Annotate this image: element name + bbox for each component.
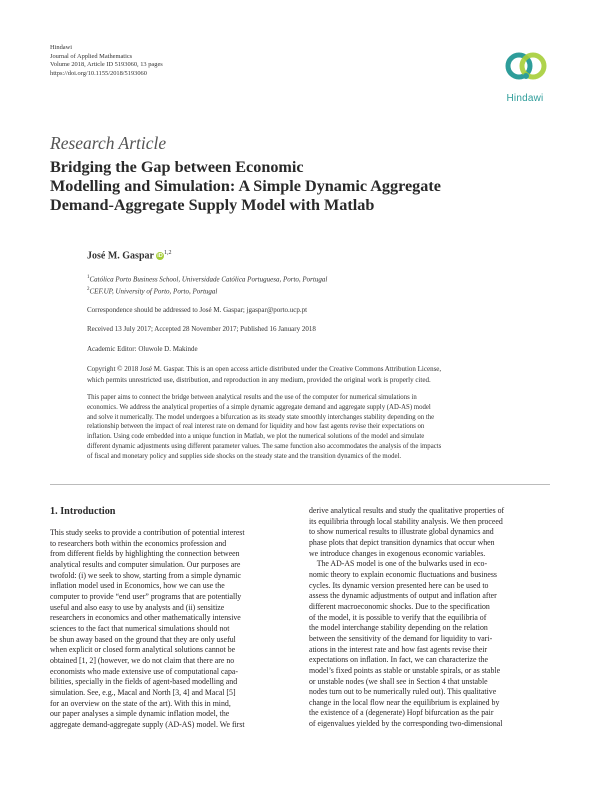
affiliation-text: Católica Porto Business School, Universidade Católica Portuguesa, Porto, Portugal: [89, 275, 328, 284]
body-line: different macroeconomic shocks. Due to the specification: [309, 601, 490, 611]
body-line: useful and also easy to use by analysts and (ii) sensitize: [50, 602, 225, 612]
body-column-left: [50, 528, 292, 730]
body-line: change in the local flow near the equilibrium is explained by: [309, 697, 500, 707]
body-line: be shun away based on the ground that they are only useful: [50, 634, 236, 644]
author-line: [87, 250, 171, 261]
body-line: inflation model used in Economics, how we can use the: [50, 581, 225, 591]
body-line: aggregate demand-aggregate supply (AD-AS) model. We first: [50, 719, 245, 729]
body-line: derive analytical results and study the qualitative properties of: [309, 506, 505, 515]
body-line: The AD-AS model is one of the bulwarks used in eco-: [309, 559, 488, 569]
copyright-line: Copyright © 2018 José M. Gaspar. This is an open access article distributed under the Creative Commons Attribution License,: [87, 365, 442, 373]
affiliation-text: CEF.UP, University of Porto, Porto, Portugal: [89, 287, 218, 296]
body-line: between the sensitivity of the demand for liquidity to vari-: [309, 633, 493, 643]
body-line: This study seeks to provide a contribution of potential interest: [50, 528, 245, 537]
abstract-line: and solve it numerically. The model undergoes a bifurcation as its steady state smoothly interchanges stability depending on the: [87, 413, 435, 421]
body-line: or unstable nodes (we shall see in Section 4 that unstable: [309, 676, 488, 686]
body-line: the existence of a (degenerate) Hopf bifurcation as the pair: [309, 708, 494, 718]
body-line: to researchers both within the economics profession and: [50, 538, 227, 548]
author-name: José M. Gaspar: [87, 250, 154, 262]
article-dates: Received 13 July 2017; Accepted 28 November 2017; Published 16 January 2018: [87, 325, 316, 333]
title-line: Demand-Aggregate Supply Model with Matlab: [50, 196, 375, 215]
abstract-line: of fiscal and monetary policy and supplies side shocks on the steady state and the transition dynamics of the model.: [87, 452, 402, 460]
body-line: for an overview on the state of the art). With this in mind,: [50, 698, 231, 708]
body-line: of the model, it is possible to verify that the equilibria of: [309, 612, 487, 622]
body-line: bilities, specially in the fields of agent-based modelling and: [50, 677, 238, 687]
body-line: assess the dynamic adjustments of output and inflation after: [309, 591, 497, 601]
body-line: expectations on inflation. In fact, we can characterize the: [309, 655, 489, 665]
affiliation-item: [87, 273, 327, 285]
doi-link[interactable]: https://doi.org/10.1155/2018/5193060: [50, 69, 147, 77]
body-line: obtained [1, 2] (however, we do not claim that there are no: [50, 655, 235, 665]
body-line: from different fields by highlighting the connection between: [50, 549, 240, 559]
author-affiliation-marks: 1,2: [163, 250, 172, 256]
body-line: cycles. Its dynamic version presented here can be used to: [309, 580, 489, 590]
orcid-icon[interactable]: iD: [157, 253, 163, 260]
journal-name: Journal of Applied Mathematics: [50, 52, 133, 60]
journal-meta: [50, 44, 163, 78]
body-line: the model interchange stability depending on the relation: [309, 623, 488, 633]
publisher-name: Hindawi: [50, 44, 73, 51]
abstract-line: inflation. Using code embedded into a unique function in Matlab, we plot the numerical solutions of the model and simulate: [87, 433, 425, 440]
abstract: [87, 393, 551, 461]
correspondence: Correspondence should be addressed to José M. Gaspar; jgaspar@porto.ucp.pt: [87, 306, 308, 314]
abstract-line: This paper aims to connect the bridge between analytical results and the use of the computer for numerical simulations in: [87, 394, 417, 401]
body-line: nodes turn out to be numerically ruled out). This qualitative: [309, 687, 497, 697]
body-line: phase plots that depict transition dynamics that occur when: [309, 537, 495, 547]
copyright-line: which permits unrestricted use, distribution, and reproduction in any medium, provided the original work is properly cited.: [87, 375, 431, 384]
body-line: we introduce changes in exogenous economic variables.: [309, 548, 486, 558]
title-line: Modelling and Simulation: A Simple Dynamic Aggregate: [50, 177, 441, 196]
body-line: our paper analyses a simple dynamic inflation model, the: [50, 709, 230, 719]
body-line: economists who made extensive use of computational capa-: [50, 666, 238, 676]
body-line: twofold: (i) we seek to show, starting from a simple dynamic: [50, 570, 241, 580]
body-line: of eigenvalues yielded by the corresponding two-dimensional: [309, 719, 503, 729]
affiliation-mark: 2: [87, 286, 90, 292]
article-title: [50, 158, 550, 216]
affiliations: [87, 273, 327, 297]
abstract-line: economics. We address the analytical properties of a simple dynamic aggregate demand and aggregate supply (AD-AS) model: [87, 403, 431, 411]
body-line: model’s fixed points as stable or unstable spirals, or as stable: [309, 665, 501, 675]
body-line: sciences to the fact that numerical simulations should not: [50, 623, 230, 633]
article-type: Research Article: [50, 133, 167, 153]
body-line: to show numerical results to illustrate global dynamics and: [309, 527, 494, 537]
body-column-right: [309, 506, 551, 730]
affiliation-item: [87, 285, 327, 297]
title-line: Bridging the Gap between Economic: [50, 158, 304, 176]
copyright-notice: [87, 364, 551, 385]
body-line: its equilibria through local stability analysis. We then proceed: [309, 516, 503, 526]
abstract-line: relationship between the impact of real interest rate on demand for liquidity and how fast agents revise their expectations on: [87, 423, 425, 431]
affiliation-mark: 1: [87, 275, 90, 280]
volume-info: Volume 2018, Article ID 5193060, 13 pages: [50, 61, 163, 69]
section-divider: [50, 484, 550, 485]
academic-editor: Academic Editor: Oluwole D. Makinde: [87, 345, 198, 353]
body-line: researchers in economics and other mathematically intensive: [50, 613, 241, 623]
body-line: simulation. See, e.g., Macal and North [3, 4] and Macal [5]: [50, 687, 236, 697]
body-line: analytical results and computer simulation. Our purposes are: [50, 559, 241, 569]
section-heading: 1. Introduction: [50, 506, 116, 517]
hindawi-logo-text: Hindawi: [506, 93, 544, 104]
body-line: when explicit or closed form analytical solutions cannot be: [50, 645, 236, 655]
body-line: ations in the interest rate and how fast agents revise their: [309, 644, 488, 654]
abstract-line: different dynamic adjustments using different parameter values. The same function also accommodates the analysis of the impacts: [87, 442, 442, 450]
body-line: nomic theory to explain economic fluctuations and business: [309, 569, 497, 579]
body-line: computer to provide “end user” programs that are potentially: [50, 591, 242, 601]
